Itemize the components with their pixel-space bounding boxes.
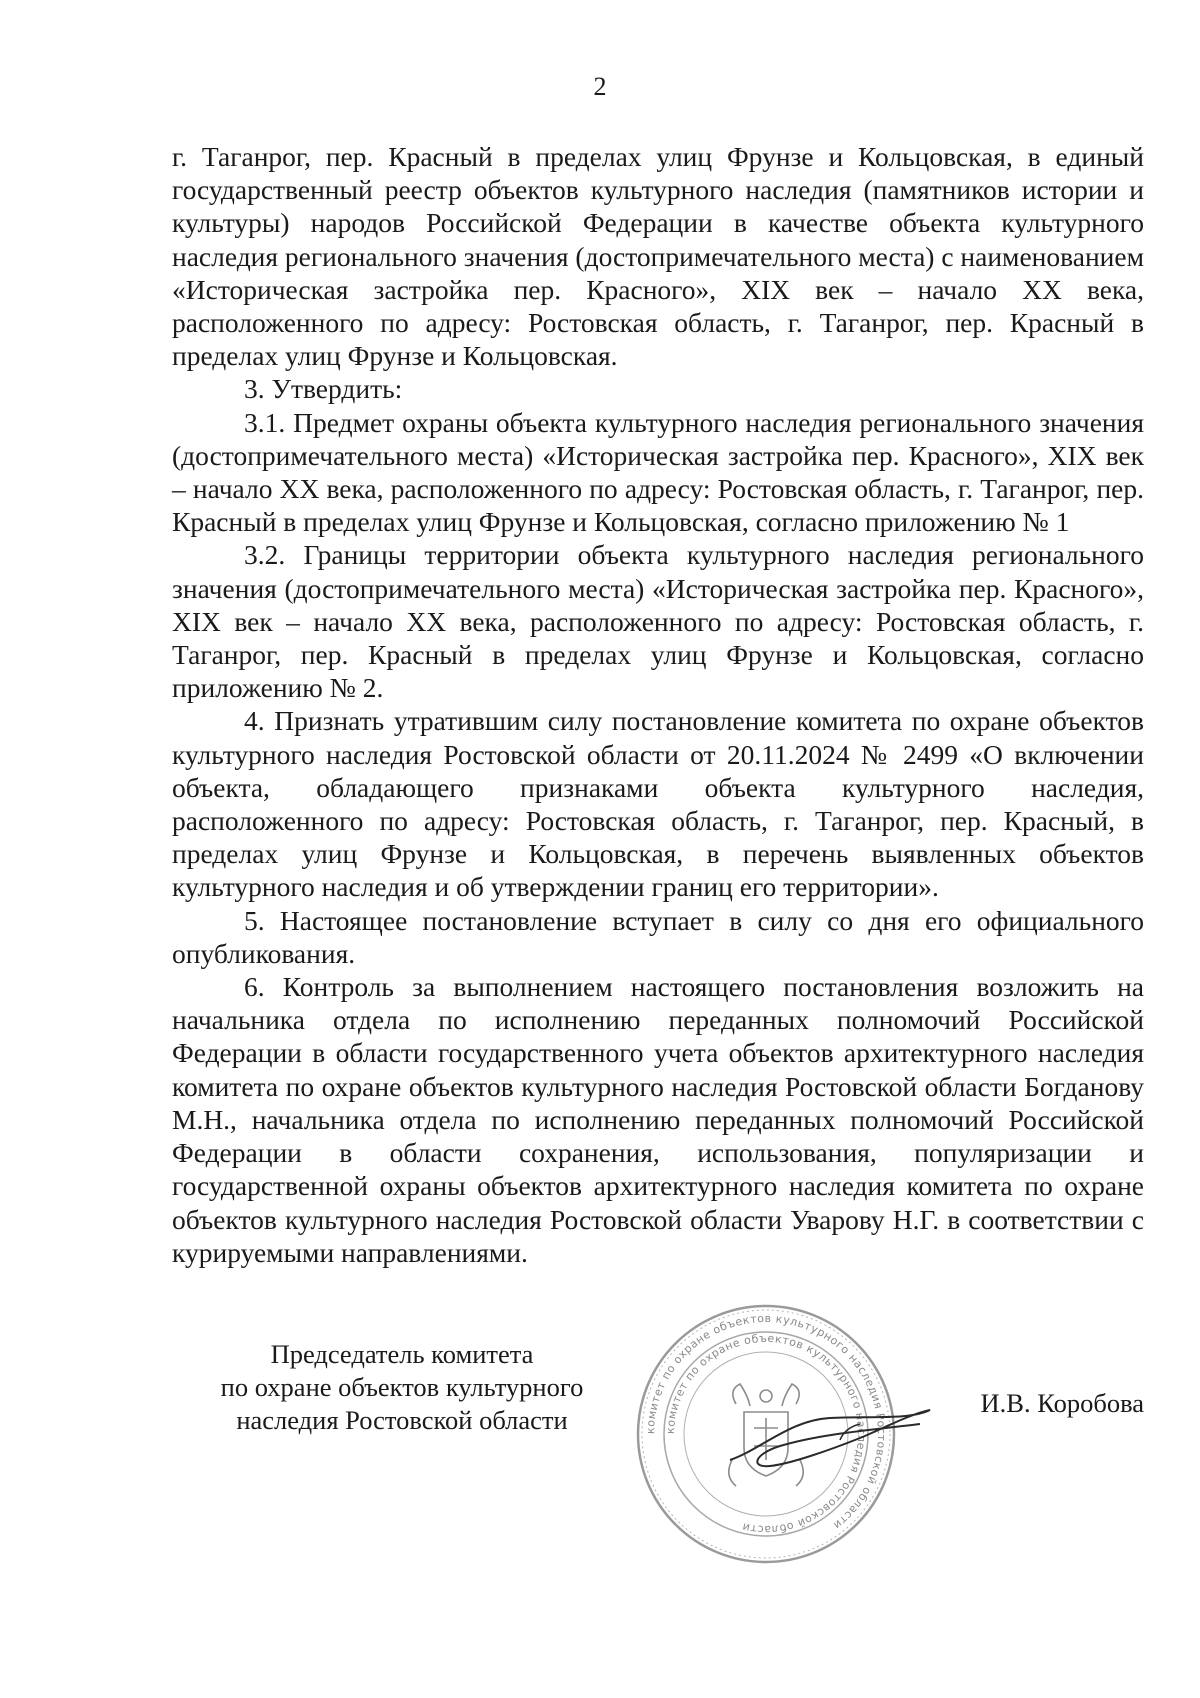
- paragraph-item-5: 5. Настоящее постановление вступает в силу со дня его официального опубликования.: [172, 904, 1144, 969]
- handwritten-signature: [720, 1380, 940, 1490]
- paragraph-item-6: 6. Контроль за выполнением настоящего постановления возложить на начальника отдела по исполнению переданных полномочий Российской Федерации в области государственного учета объектов архитектурного наследия комитета по охране объектов культурного наследия Ростовской области Богданову М.Н., начальника отдела по исполнению переданных полномочий Российской Федерации в области сохранения, использования, популяризации и государственной охраны объектов архитектурного наследия комитета по охране объектов культурного наследия Ростовской области Уварову Н.Г. в соответствии с курируемыми направлениями.: [172, 971, 1144, 1268]
- signatory-name: И.В. Коробова: [980, 1388, 1144, 1418]
- document-body: [172, 140, 1144, 1269]
- seal-legend-inner: комитет по охране объектов культурного наследия Ростовской области: [663, 1331, 869, 1537]
- signatory-position-line: Председатель комитета: [270, 1339, 534, 1369]
- paragraph-item-3: 3. Утвердить:: [244, 373, 403, 405]
- signatory-position-line: по охране объектов культурного: [220, 1372, 584, 1402]
- paragraph-item-3-2: 3.2. Границы территории объекта культурного наследия регионального значения (достопримечательного места) «Историческая застройка пер. Красного», XIX век – начало XX века, расположенного по адресу: Ростовская область, г. Таганрог, пер. Красный в пределах улиц Фрунзе и Кольцовская, согласно приложению № 2.: [172, 539, 1144, 704]
- signatory-position: [172, 1338, 632, 1437]
- paragraph-item-3-1: 3.1. Предмет охраны объекта культурного наследия регионального значения (достопримечательного места) «Историческая застройка пер. Красного», XIX век – начало XX века, расположенного по адресу: Ростовская область, г. Таганрог, пер. Красный в пределах улиц Фрунзе и Кольцовская, согласно приложению № 1: [172, 406, 1144, 538]
- signatory-position-line: наследия Ростовской области: [236, 1405, 568, 1435]
- seal-legend: комитет по охране объектов культурного наследия Ростовской области: [643, 1311, 889, 1533]
- page-number: 2: [593, 72, 607, 101]
- paragraph-continuation: г. Таганрог, пер. Красный в пределах улиц Фрунзе и Кольцовская, в единый государственный реестр объектов культурного наследия (памятников истории и культуры) народов Российской Федерации в качестве объекта культурного наследия регионального значения (достопримечательного места) с наименованием «Историческая застройка пер. Красного», XIX век – начало XX века, расположенного по адресу: Ростовская область, г. Таганрог, пер. Красный в пределах улиц Фрунзе и Кольцовская.: [172, 141, 1144, 372]
- paragraph-item-4: 4. Признать утратившим силу постановление комитета по охране объектов культурного наследия Ростовской области от 20.11.2024 № 2499 «О включении объекта, обладающего признаками объекта культурного наследия, расположенного по адресу: Ростовская область, г. Таганрог, пер. Красный, в пределах улиц Фрунзе и Кольцовская, в перечень выявленных объектов культурного наследия и об утверждении границ его территории».: [172, 705, 1144, 903]
